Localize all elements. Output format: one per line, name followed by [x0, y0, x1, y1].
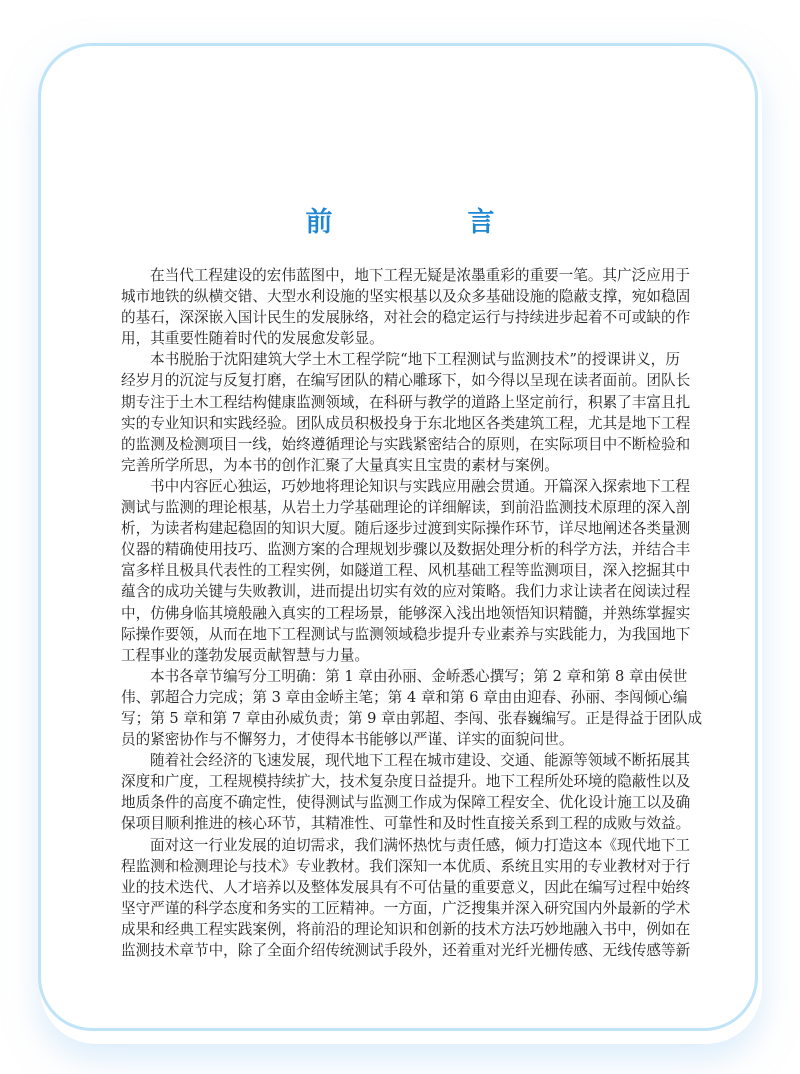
text-line: 的基石，深深嵌入国计民生的发展脉络，对社会的稳定运行与持续进步起着不可或缺的作 [121, 309, 691, 327]
text-line: 业的技术迭代、人才培养以及整体发展具有不可估量的重要意义，因此在编写过程中始终 [121, 878, 691, 896]
text-line: 富多样且极具代表性的工程实例，如隧道工程、风机基础工程等监测项目，深入挖掘其中 [121, 562, 691, 580]
text-line: 测试与监测的理论根基，从岩土力学基础理论的详细解读，到前沿监测技术原理的深入剖 [121, 499, 691, 517]
preface-body [121, 265, 703, 961]
text-line: 伟、郭超合力完成；第 3 章由金峤主笔；第 4 章和第 6 章由由迎春、孙丽、李闯倾心编 [121, 688, 688, 706]
text-line: 员的紧密协作与不懈努力，才使得本书能够以严谨、详实的面貌问世。 [121, 731, 574, 749]
text-line: 地质条件的高度不确定性，使得测试与监测工作成为保障工程安全、优化设计施工以及确 [121, 794, 691, 812]
text-line: 面对这一行业发展的迫切需求，我们满怀热忱与责任感，倾力打造这本《现代地下工 [150, 836, 690, 854]
text-line: 经岁月的沉淀与反复打磨，在编写团队的精心雕琢下，如今得以呈现在读者面前。团队长 [121, 372, 691, 390]
text-line: 完善所学所思，为本书的创作汇聚了大量真实且宝贵的素材与案例。 [121, 456, 559, 474]
text-line: 期专注于土木工程结构健康监测领域，在科研与教学的道路上坚定前行，积累了丰富且扎 [121, 393, 691, 411]
text-line: 际操作要领，从而在地下工程测试与监测领域稳步提升专业素养与实践能力，为我国地下 [121, 625, 691, 643]
paragraph [121, 750, 691, 834]
page-title: 前 言 [305, 207, 549, 238]
text-line: 城市地铁的纵横交错、大型水利设施的坚实根基以及众多基础设施的隐蔽支撑，宛如稳固 [121, 288, 691, 306]
paragraph [121, 349, 691, 476]
text-line: 的监测及检测项目一线，始终遵循理论与实践紧密结合的原则，在实际项目中不断检验和 [121, 435, 691, 453]
text-line: 深度和广度，工程规模持续扩大，技术复杂度日益提升。地下工程所处环境的隐蔽性以及 [121, 773, 691, 791]
text-line: 仪器的精确使用技巧、监测方案的合理规划步骤以及数据处理分析的科学方法，并结合丰 [121, 541, 691, 559]
paragraph [121, 835, 691, 962]
paragraph [121, 476, 691, 666]
text-line: 中，仿佛身临其境般融入真实的工程场景，能够深入浅出地领悟知识精髓，并熟练掌握实 [121, 604, 691, 622]
text-line: 坚守严谨的科学态度和务实的工匠精神。一方面，广泛搜集并深入研究国内外最新的学术 [121, 899, 691, 917]
text-line: 写；第 5 章和第 7 章由孙威负责；第 9 章由郭超、李闯、张春巍编写。正是得益于团队成 [121, 709, 703, 727]
text-line: 程监测和检测理论与技术》专业教材。我们深知一本优质、系统且实用的专业教材对于行 [121, 857, 691, 875]
text-line: 本书各章节编写分工明确：第 1 章由孙丽、金峤悉心撰写；第 2 章和第 8 章由侯世 [150, 667, 688, 685]
text-line: 蕴含的成功关键与失败教训，进而提出切实有效的应对策略。我们力求让读者在阅读过程 [121, 583, 691, 601]
text-line: 用，其重要性随着时代的发展愈发彰显。 [121, 330, 384, 348]
text-line: 保项目顺利推进的核心环节，其精准性、可靠性和及时性直接关系到工程的成败与效益。 [121, 815, 691, 833]
paragraph [121, 265, 691, 349]
text-line: 本书脱胎于沈阳建筑大学土木工程学院“地下工程测试与监测技术”的授课讲义，历 [150, 351, 680, 369]
text-line: 成果和经典工程实践案例，将前沿的理论知识和创新的技术方法巧妙地融入书中，例如在 [121, 920, 691, 938]
text-line: 析，为读者构建起稳固的知识大厦。随后逐步过渡到实际操作环节，详尽地阐述各类量测 [121, 520, 691, 538]
text-line: 监测技术章节中，除了全面介绍传统测试手段外，还着重对光纤光栅传感、无线传感等新 [121, 942, 691, 959]
text-line: 实的专业知识和实践经验。团队成员积极投身于东北地区各类建筑工程，尤其是地下工程 [121, 414, 691, 432]
text-line: 随着社会经济的飞速发展，现代地下工程在城市建设、交通、能源等领域不断拓展其 [150, 752, 690, 770]
text-line: 书中内容匠心独运，巧妙地将理论知识与实践应用融会贯通。开篇深入探索地下工程 [150, 477, 690, 495]
text-line: 在当代工程建设的宏伟蓝图中，地下工程无疑是浓墨重彩的重要一笔。其广泛应用于 [150, 267, 690, 284]
paragraph [121, 666, 703, 750]
text-line: 工程事业的蓬勃发展贡献智慧与力量。 [121, 646, 370, 664]
